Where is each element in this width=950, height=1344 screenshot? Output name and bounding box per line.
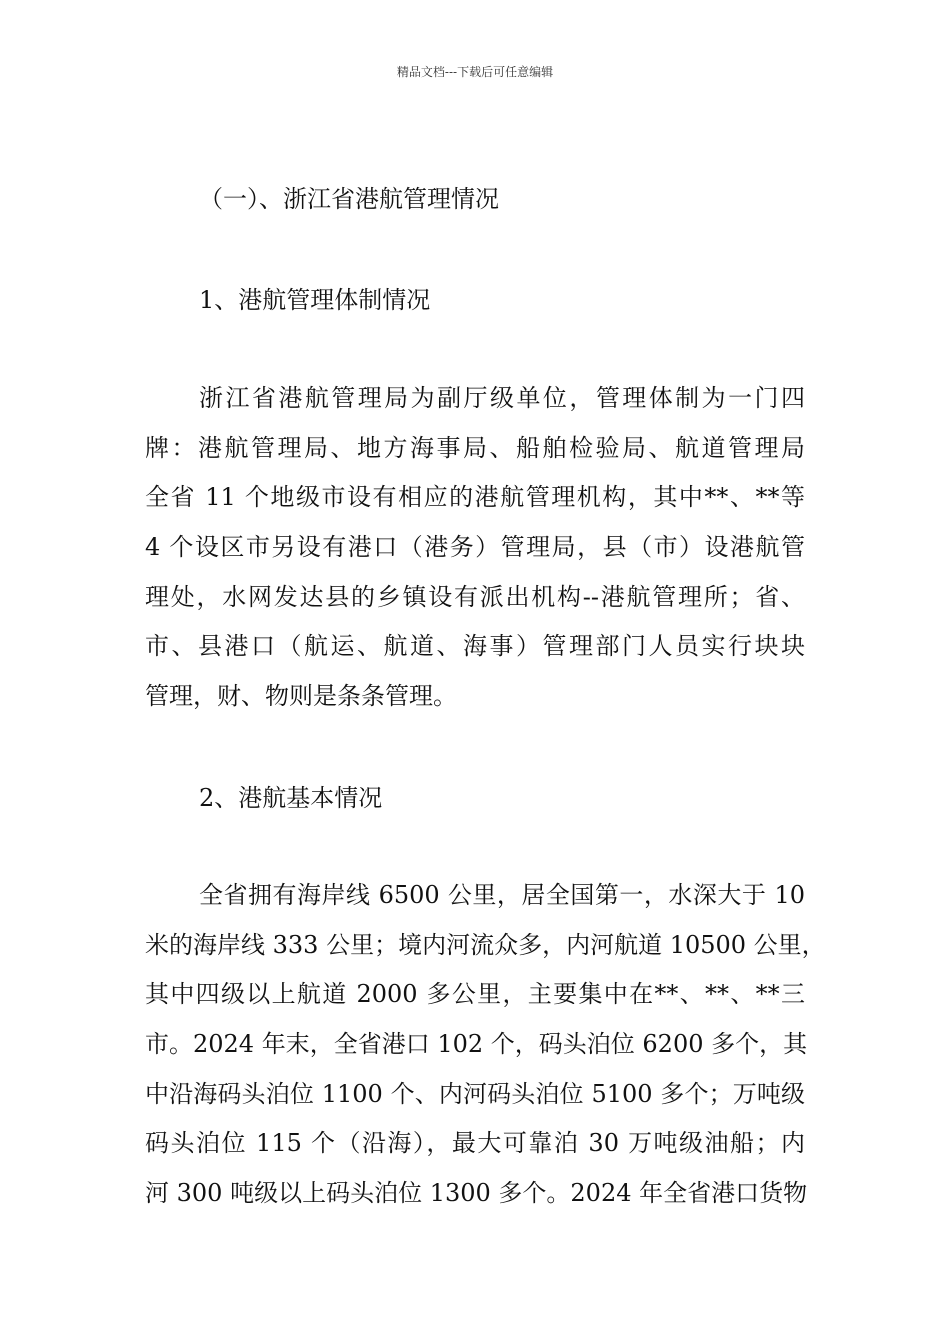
page-header: 精品文档---下载后可任意编辑 (396, 65, 554, 79)
paragraph-line: 管理，财、物则是条条管理。 (145, 682, 457, 711)
paragraph-line: 4 个设区市另设有港口（港务）管理局，县（市）设港航管 (145, 533, 805, 562)
paragraph-line: 全省拥有海岸线 6500 公里，居全国第一，水深大于 10 (199, 881, 805, 909)
paragraph-line: 米的海岸线 333 公里；境内河流众多，内河航道 10500 公里， (145, 930, 826, 959)
paragraph-line: 市、县港口（航运、航道、海事）管理部门人员实行块块 (145, 632, 805, 661)
subsection-heading-1: 1、港航管理体制情况 (199, 286, 431, 314)
paragraph-line: 码头泊位 115 个（沿海），最大可靠泊 30 万吨级油船；内 (145, 1129, 805, 1158)
paragraph-line: 浙江省港航管理局为副厅级单位，管理体制为一门四 (199, 384, 805, 412)
paragraph-line: 市。2024 年末，全省港口 102 个，码头泊位 6200 多个，其 (145, 1030, 808, 1059)
section-heading-main: （一）、浙江省港航管理情况 (199, 185, 499, 213)
paragraph-line: 牌：港航管理局、地方海事局、船舶检验局、航道管理局 (145, 433, 805, 462)
paragraph-line: 全省 11 个地级市设有相应的港航管理机构，其中**、**等 (145, 483, 805, 512)
paragraph-line: 理处，水网发达县的乡镇设有派出机构--港航管理所；省、 (145, 582, 805, 611)
paragraph-management-system (145, 374, 805, 722)
paragraph-line: 中沿海码头泊位 1100 个、内河码头泊位 5100 多个；万吨级 (145, 1079, 805, 1108)
paragraph-line: 河 300 吨级以上码头泊位 1300 多个。2024 年全省港口货物 (145, 1179, 808, 1208)
subsection-heading-2: 2、港航基本情况 (199, 784, 383, 812)
paragraph-basic-situation (145, 871, 826, 1219)
paragraph-line: 其中四级以上航道 2000 多公里，主要集中在**、**、**三 (145, 980, 805, 1009)
